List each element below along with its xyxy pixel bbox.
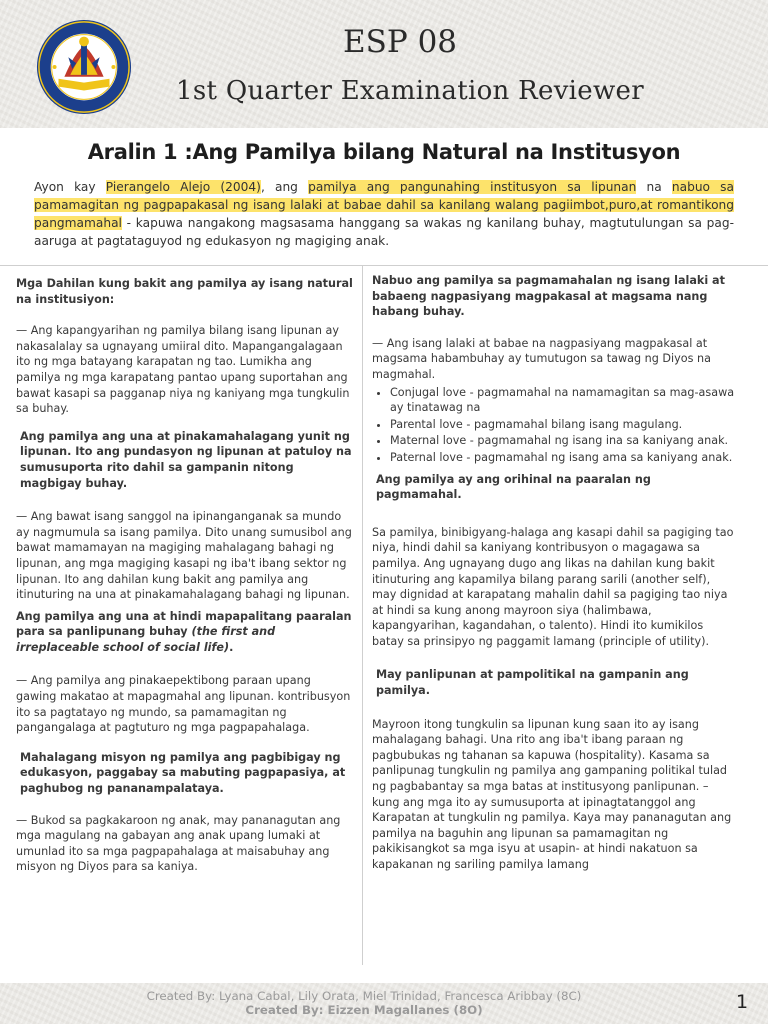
left-paragraph-1: — Ang kapangyarihan ng pamilya bilang isang lipunan ay nakasalalay sa ugnayang umiiral dito. Mapangangalagaan ito ng mga batayang karapatan ng tao. Lumikha ang pamilya ng mga karapatang pantao upang suportahan ang bawat kasapi sa pagganap niya ng kaniyang mga tungkulin sa buhay.	[16, 324, 350, 416]
left-heading-3-text: Ang pamilya ang una at hindi mapapalitang paaralan para sa panlipunang buhay	[16, 609, 352, 639]
school-seal-logo	[35, 18, 133, 116]
right-heading-3: May panlipunan at pampolitikal na gampanin ang pamilya.	[376, 668, 689, 698]
left-heading-3-end: .	[229, 640, 234, 654]
left-paragraph-4: — Bukod sa pagkakaroon ng anak, may pananagutan ang mga magulang na gabayan ang anak upang lumaki at umunlad ito sa mga pagpapahalaga at maisabuhay ang misyon ng Diyos para sa kaniya.	[16, 813, 341, 874]
love-types-list	[372, 385, 738, 466]
content-panel	[0, 128, 768, 983]
left-heading-4: Mahalagang misyon ng pamilya ang pagbibigay ng edukasyon, paggabay sa mabuting pagpapasiya, at paghubog ng pananampalataya.	[20, 750, 346, 796]
highlighted-text: pamilya ang pangunahing institusyon sa lipunan	[308, 180, 637, 194]
love-type-item: • Paternal love - pagmamahal ng isang ama sa kaniyang anak.	[390, 450, 738, 466]
right-paragraph-2: Sa pamilya, binibigyang-halaga ang kasapi dahil sa pagiging tao niya, hindi dahil sa kaniyang kontribusyon o magagawa sa pamilya. Ang ugnayang dugo ang likas na dahilan kung bakit itinuturing ang kapamilya bilang parang sarili (another self), may dignidad at karapatang mahalin dahil sa pagiging tao niya at hindi sa kung anong mayroon siya (halimbawa, kapangyarihan, kagandahan, o talento). Hindi ito kumikilos batay sa prinsipyo ng paggamit lamang (principle of utility).	[372, 525, 734, 648]
intro-text: Ayon kay	[34, 180, 106, 194]
header	[0, 0, 768, 128]
page-title: ESP 08	[342, 24, 458, 60]
left-heading-3-italic: (the first and irreplaceable school of social life)	[16, 625, 276, 654]
right-column	[372, 273, 738, 873]
highlighted-text: Pierangelo Alejo (2004)	[105, 180, 261, 194]
right-paragraph-1: — Ang isang lalaki at babae na nagpasiyang magpakasal at magsama habambuhay ay tumutugon sa tawag ng Diyos na magmahal.	[372, 336, 711, 381]
horizontal-divider	[0, 265, 768, 266]
credits-line-2: Created By: Eizzen Magallanes (8O)	[245, 1003, 483, 1017]
left-heading-1: Mga Dahilan kung bakit ang pamilya ay isang natural na institusiyon:	[16, 277, 353, 306]
right-heading-2: Ang pamilya ay ang orihinal na paaralan ng pagmamahal.	[376, 472, 651, 502]
love-type-item: • Maternal love - pagmamahal ng isang ina sa kaniyang anak.	[390, 433, 738, 449]
left-column	[16, 276, 354, 875]
page-number: 1	[736, 991, 749, 1013]
right-paragraph-3: Mayroon itong tungkulin sa lipunan kung saan ito ay isang mahalagang bahagi. Una rito ang iba't ibang paraan ng pagbubukas ng tahanan sa kapuwa (hospitality). Kasama sa panlipunag tungkulin ng pamilya ang gampaning politikal tulad ng pagbabantay sa mga batas at institusyong panlipunan. – kung ang mga ito ay sumusuporta at ipinagtatanggol ang Karapatan at tungkulin ng pamilya. Kaya may pananagutan ang pamilya na baguhin ang lipunan sa pamamagitan ng pakikisangkot sa mga isyu at usapin- at hindi nakatuon sa kapakanan ng sariling pamilya lamang	[372, 717, 732, 871]
right-heading-1: Nabuo ang pamilya sa pagmamahalan ng isang lalaki at babaeng nagpasiyang magpakasal at magsama nang habang buhay.	[372, 274, 725, 319]
intro-text: - kapuwa nangakong magsasama hanggang sa wakas ng kanilang buhay, magtutulungan sa pag-aaruga at pagtataguyod ng edukasyon ng magiging anak.	[34, 216, 734, 248]
column-divider	[362, 265, 363, 965]
intro-text: na	[636, 180, 672, 194]
page-subtitle: 1st Quarter Examination Reviewer	[176, 76, 644, 106]
credits-line-1: Created By: Lyana Cabal, Lily Orata, Miel Trinidad, Francesca Aribbay (8C)	[146, 989, 582, 1003]
intro-text: , ang	[260, 180, 309, 194]
highlighted-text: nabuo sa pamamagitan ng pagpapakasal ng isang lalaki at babae dahil sa kanilang walang pagiimbot,puro,at romantikong pangmamahal	[34, 180, 734, 230]
left-heading-2: Ang pamilya ang una at pinakamahalagang yunit ng lipunan. Ito ang pundasyon ng lipunan at patuloy na sumusuporta rito dahil sa gampanin nitong magbigay buhay.	[20, 429, 352, 490]
left-paragraph-3: — Ang pamilya ang pinakaepektibong paraan upang gawing makatao at mapagmahal ang lipunan. kontribusyon ito sa pagtatayo ng mundo, sa pamamagitan ng pangangalaga at pagtuturo ng mga pagpapahalaga.	[16, 674, 351, 735]
lesson-title: Aralin 1 :Ang Pamilya bilang Natural na Institusyon	[87, 140, 681, 164]
love-type-item: • Conjugal love - pagmamahal na namamagitan sa mag-asawa ay tinatawag na	[390, 385, 738, 416]
left-paragraph-2: — Ang bawat isang sanggol na ipinanganganak sa mundo ay nagmumula sa isang pamilya. Dito unang sumusibol ang bawat mamamayan na magiging mahalagang bahagi ng lipunan, ang mga magiging kasapi ng iba't ibang sektor ng lipunan. Ito ang dahilan kung bakit ang pamilya ang itinuturing na una at pinakamahalagang bahagi ng lipunan.	[16, 510, 352, 602]
left-heading-3	[16, 609, 354, 656]
love-type-item: • Parental love - pagmamahal bilang isang magulang.	[390, 417, 738, 433]
footer	[0, 983, 768, 1024]
intro-paragraph	[34, 178, 734, 250]
